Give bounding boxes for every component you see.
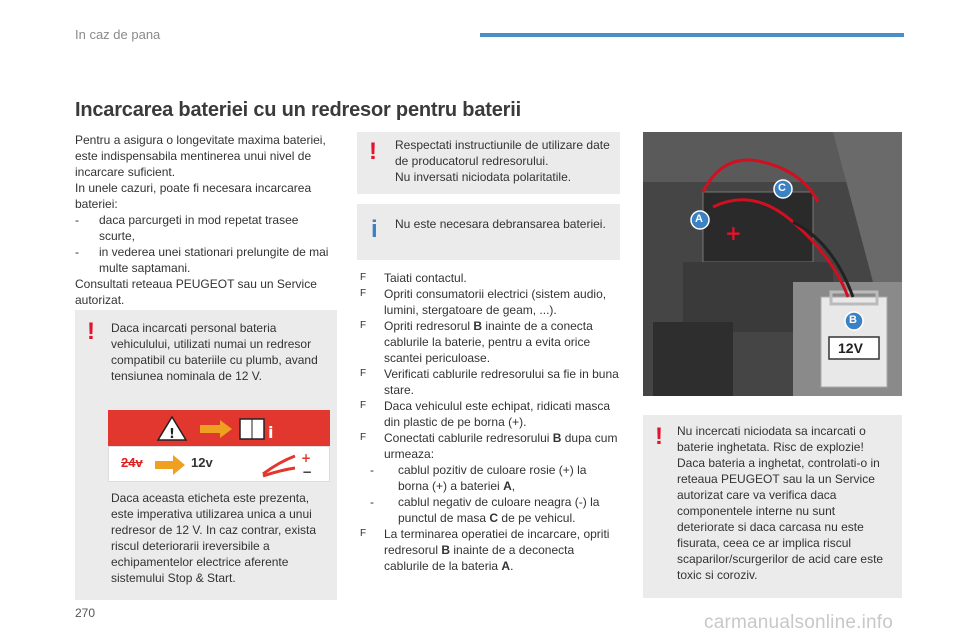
charger-12v-label: 12V (838, 340, 863, 356)
step-item: F Daca vehiculul este echipat, ridicati masca din plastic de pe borna (+). (360, 399, 611, 429)
label-12v: 12v (191, 455, 213, 470)
charger-clamp-icon (259, 448, 319, 480)
label-b-marker: B (849, 314, 857, 326)
info-box-battery (357, 204, 620, 260)
engine-bay-illustration (643, 132, 902, 396)
sticker-warning-text: Daca aceasta eticheta este prezenta, este imperativa utilizarea unica a unui redresor de 12 V. In caz contrar, exista riscul deteriorarii ireversibile a echipamentelor electrice aferente sistemului Stop & Start. (111, 491, 317, 585)
step-item: F Opriti redresorul B inainte de a conecta cablurile la baterie, pentru a evita orice scantei periculoase. (360, 319, 593, 365)
page-number: 270 (75, 606, 96, 620)
step-item: F Taiati contactul. (360, 271, 467, 285)
svg-text:+: + (725, 221, 742, 245)
label-24v: 24v (121, 455, 143, 470)
step-marker: F (360, 400, 367, 411)
sticker-top-band (108, 410, 330, 446)
label-c-marker: C (778, 182, 786, 194)
sub-step-continued: borna (+) a bateriei A, (398, 479, 516, 493)
sticker-bottom-band (108, 446, 330, 482)
step-marker: F (360, 272, 367, 283)
warning-exclamation-icon: ! (87, 318, 95, 345)
step-marker: F (360, 368, 367, 379)
info-icon: i (371, 216, 378, 243)
svg-text:i: i (268, 423, 274, 442)
intro-bullet: - daca parcurgeti in mod repetat trasee scurte, (75, 212, 337, 244)
step-item: F Verificati cablurile redresorului sa fie in buna stare. (360, 367, 619, 397)
warning-exclamation-icon: ! (369, 138, 377, 165)
watermark: carmanualsonline.info (704, 612, 894, 633)
step-item: F Opriti consumatorii electrici (sistem audio, lumini, stergatoare de geam, ...). (360, 287, 607, 317)
intro-paragraph-1: Pentru a asigura o longevitate maxima bateriei, este indispensabila mentinerea unui nivel de incarcare suficient. (75, 133, 326, 179)
intro-paragraph-2: In unele cazuri, poate fi necesara incarcarea bateriei: (75, 181, 312, 211)
step-item: F Conectati cablurile redresorului B dupa cum urmeaza: (360, 431, 618, 461)
warning-instructions-line: Respectati instructiunile de utilizare date de producatorul redresorului. (395, 138, 610, 168)
sub-step-continued: punctul de masa C de pe vehicul. (398, 511, 576, 525)
section-header: In caz de pana (75, 27, 161, 42)
warning-text: Daca incarcati personal bateria vehiculului, utilizati numai un redresor compatibil cu bateriile cu plumb, avand tensiunea nominala de 12 V. (111, 321, 318, 383)
warning-box-frozen-battery (643, 415, 902, 598)
sticker-top-icons (108, 410, 330, 446)
step-item: F La terminarea operatiei de incarcare, opriti redresorul B inainte de a deconecta cablurile de la bateria A. (360, 527, 610, 573)
charging-steps (360, 270, 622, 574)
engine-bay-drawing (643, 132, 902, 396)
warning-polarity-line: Nu inversati niciodata polaritatile. (395, 170, 572, 184)
step-marker: F (360, 288, 367, 299)
step-marker: F (360, 432, 367, 443)
manual-info-icon (240, 419, 273, 442)
sub-step: - cablul negativ de culoare neagra (-) la (370, 495, 600, 509)
header-accent-bar (480, 33, 904, 37)
warning-exclamation-icon: ! (655, 423, 663, 450)
frozen-battery-text: Nu incercati niciodata sa incarcati o baterie inghetata. Risc de explozie! Daca bateria a inghetat, controlati-o in reteaua PEUGEOT sau la un Service autorizat care va verifica daca componentele interne nu sunt deteriorate si daca carcasa nu este fisurata, ceea ce ar implica riscul scaparilor/scurgerilor de acid care este toxic si coroziv. (677, 424, 884, 582)
step-marker: F (360, 528, 367, 539)
info-text: Nu este necesara debransarea bateriei. (395, 217, 606, 231)
svg-text:−: − (302, 465, 313, 479)
svg-text:+: + (301, 451, 312, 465)
warning-box-instructions (357, 132, 620, 194)
intro-paragraph-3: Consultati reteaua PEUGEOT sau un Service autorizat. (75, 277, 317, 307)
warning-triangle-icon (158, 417, 186, 442)
arrow-right-icon (155, 455, 185, 475)
stop-start-battery-label (108, 410, 330, 482)
svg-text:!: ! (169, 427, 175, 442)
step-marker: F (360, 320, 367, 331)
label-a-marker: A (695, 213, 703, 225)
warning-instructions-text (395, 137, 613, 185)
intro-bullet: - in vederea unei stationari prelungite de mai multe saptamani. (75, 244, 337, 276)
sub-step: - cablul pozitiv de culoare rosie (+) la (370, 463, 587, 477)
arrow-right-icon (200, 420, 232, 438)
intro-text (75, 132, 337, 308)
page-title: Incarcarea bateriei cu un redresor pentru baterii (75, 99, 521, 121)
